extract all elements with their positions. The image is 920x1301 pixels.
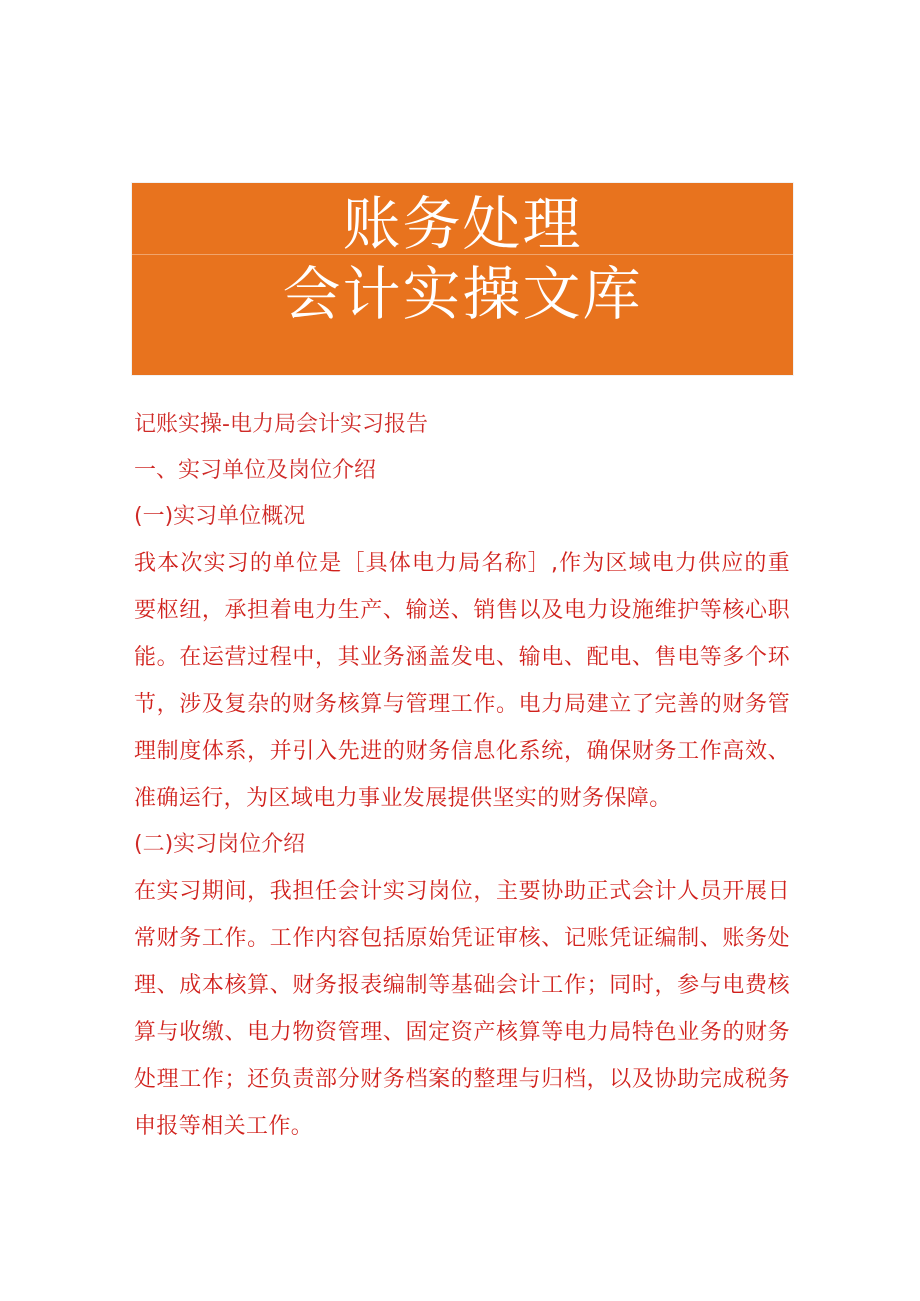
paragraph-position-intro: 在实习期间，我担任会计实习岗位，主要协助正式会计人员开展日常财务工作。工作内容包括原始凭证审核、记账凭证编制、账务处理、成本核算、财务报表编制等基础会计工作；同时，参与电费核算与收缴、电力物资管理、固定资产核算等电力局特色业务的财务处理工作；还负责部分财务档案的整理与归档，以及协助完成税务申报等相关工作。 bbox=[134, 879, 790, 1139]
paragraph-unit-overview: 我本次实习的单位是［具体电力局名称］,作为区域电力供应的重要枢纽，承担着电力生产、输送、销售以及电力设施维护等核心职能。在运营过程中，其业务涵盖发电、输电、配电、售电等多个环节，涉及复杂的财务核算与管理工作。电力局建立了完善的财务管理制度体系，并引入先进的财务信息化系统，确保财务工作高效、准确运行，为区域电力事业发展提供坚实的财务保障。 bbox=[134, 551, 790, 811]
title-banner bbox=[132, 183, 793, 375]
banner-title-line1: 账务处理 bbox=[342, 190, 583, 258]
subsection-heading-1: (一)实习单位概况 bbox=[134, 504, 306, 529]
subsection-heading-2: (二)实习岗位介绍 bbox=[134, 832, 306, 857]
document-title: 记账实操-电力局会计实习报告 bbox=[134, 412, 428, 437]
section-heading-1: 一、实习单位及岗位介绍 bbox=[134, 458, 377, 483]
document-body bbox=[134, 402, 790, 1150]
banner-title-line2: 会计实操文库 bbox=[282, 260, 643, 328]
